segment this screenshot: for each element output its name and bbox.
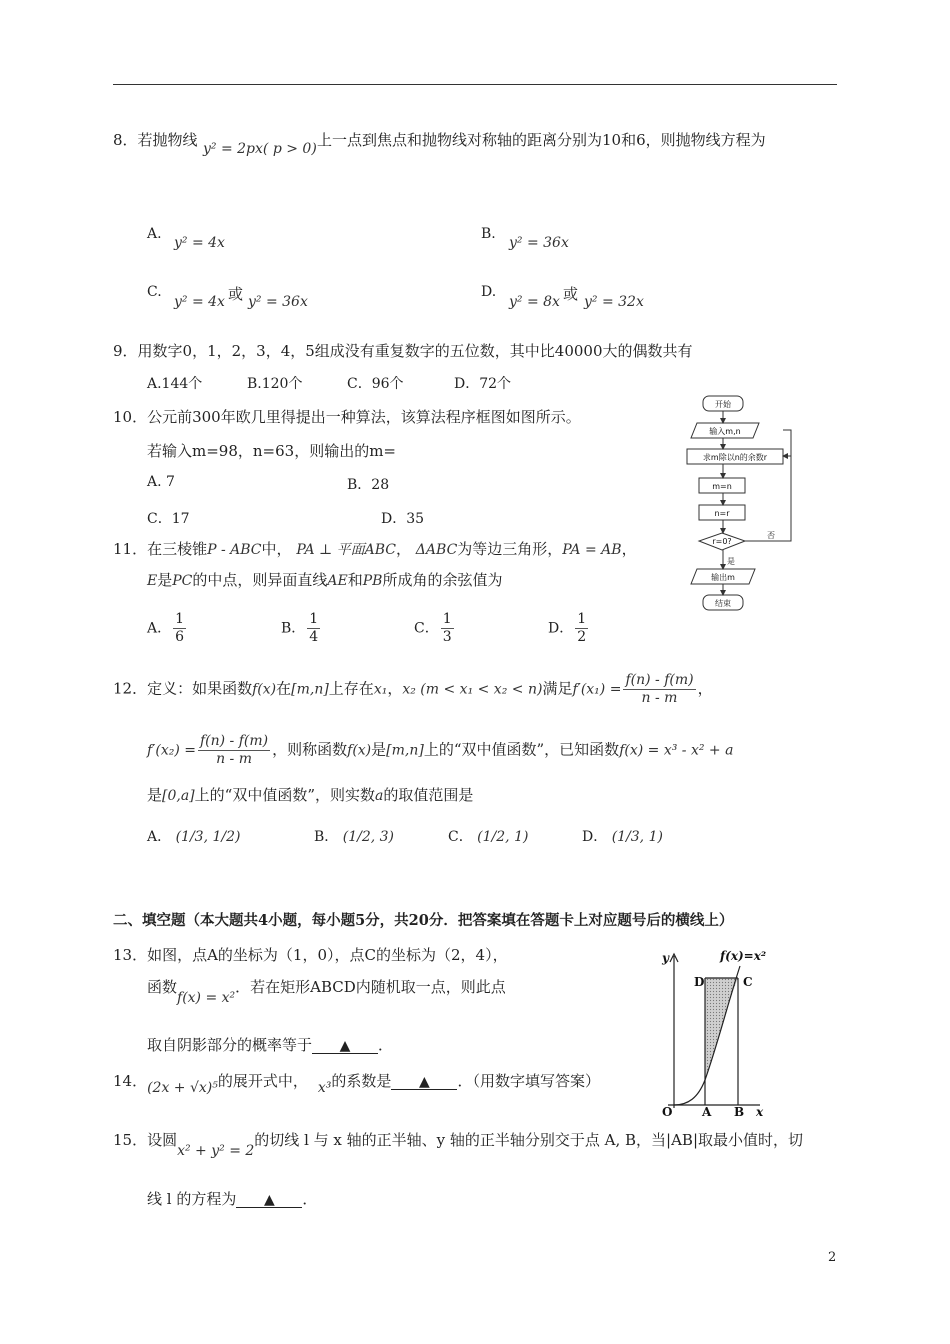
graph-point-a: A: [702, 1105, 712, 1119]
q11-line-2: [147, 569, 503, 590]
q9-option-b: B.120个: [247, 376, 303, 392]
q12-option-label: C．: [448, 829, 473, 845]
q11-math: PB: [362, 573, 383, 589]
q11-option-c-fraction: [441, 611, 454, 646]
q12-math: [m,n]: [386, 742, 424, 759]
graph-point-b: B: [734, 1105, 745, 1119]
numerator: f(n) - f(m): [625, 672, 694, 688]
q11-option-label: D．: [548, 620, 574, 637]
q12-text: 上的“双中值函数”，已知函数: [423, 740, 620, 759]
q12-text: 上存在: [328, 679, 374, 698]
q9-option-a: A.144个: [147, 376, 203, 392]
q12-line-3: [147, 784, 473, 805]
q11-math: E: [147, 573, 158, 589]
q15-text: 15．设圆: [113, 1131, 178, 1149]
q8-option-c-label: C.: [147, 284, 162, 300]
q15-answer-blank: ▲: [236, 1193, 302, 1208]
q12-option-value: (1/2, 1): [477, 829, 529, 845]
q12-math: x₂ (m < x₁ < x₂ < n): [402, 681, 543, 698]
q10-stem-1: 10．公元前300年欧几里得提出一种算法，该算法程序框图如图所示。: [113, 408, 581, 426]
q8-tail: 上一点到焦点和抛物线对称轴的距离分别为10和6，则抛物线方程为: [317, 131, 766, 149]
denominator: n - m: [641, 690, 678, 706]
q12-text: ，: [697, 679, 713, 698]
q14-line: [113, 1070, 600, 1096]
q12-fraction-2: [198, 733, 270, 768]
q12-option-value: (1/3, 1/2): [175, 829, 241, 845]
q12-text: 上的“双中值函数”，则实数: [194, 786, 375, 804]
q12-math: [m,n]: [291, 681, 329, 698]
q12-math: x₁: [373, 681, 388, 698]
q12-option-b: [314, 826, 394, 846]
q13-text: ．若在矩形ABCD内随机取一点，则此点: [235, 978, 506, 996]
q12-text: 在: [276, 679, 292, 698]
q12-option-a: [147, 826, 240, 846]
q13-line-1: 13．如图，点A的坐标为（1，0），点C的坐标为（2，4），: [113, 946, 508, 964]
q11-option-c: [414, 611, 456, 646]
q12-math: f(x): [252, 681, 277, 698]
q11-math: AE: [327, 573, 348, 589]
q10-option-b: B．28: [347, 477, 390, 493]
q8-option-d-or: 或: [563, 285, 579, 303]
q8-option-a: y² = 4x: [174, 235, 225, 251]
q10-option-a: A. 7: [147, 474, 175, 490]
flow-input: 输入m,n: [709, 427, 741, 436]
q8-option-d-label: D.: [481, 284, 497, 300]
q10-stem-2: 若输入m=98，n=63，则输出的m=: [147, 442, 396, 460]
q13-text: 取自阴影部分的概率等于: [147, 1036, 313, 1054]
q13-text: ．: [378, 1036, 394, 1054]
flow-yes-label: 是: [727, 557, 735, 566]
q11-option-d: [548, 611, 590, 646]
q11-option-d-fraction: [575, 611, 588, 646]
q8-stem: [113, 129, 198, 150]
graph-point-d: D: [694, 975, 705, 989]
q9-option-d: D．72个: [454, 376, 512, 392]
q12-text: 是: [371, 740, 387, 759]
q10-option-d: D．35: [381, 511, 425, 527]
q12-math: f′(x₂) =: [147, 742, 196, 759]
q15-text: 线 l 的方程为: [147, 1190, 237, 1208]
q11-text: 是: [157, 571, 173, 589]
graph-x-axis-label: x: [756, 1105, 764, 1119]
numerator: 1: [442, 611, 452, 627]
flow-assign-m: m=n: [712, 482, 732, 491]
q11-text: 中，: [261, 540, 292, 558]
q11-text: 11．在三棱锥: [113, 540, 208, 558]
q12-option-d: [582, 826, 663, 846]
flow-no-label: 否: [767, 531, 775, 540]
q15-text: 的切线 l 与 x 轴的正半轴、y 轴的正半轴分别交于点 A, B，当|AB|取最小值时，切: [254, 1131, 803, 1149]
q14-text: ．（用数字填写答案）: [457, 1072, 600, 1090]
section-2-heading: 二、填空题（本大题共4小题，每小题5分，共20分．把答案填在答题卡上对应题号后的横线上）: [113, 912, 734, 929]
q12-text: 12．定义：如果函数: [113, 679, 253, 698]
q12-fraction-1: [623, 672, 695, 707]
flow-remainder: 求m除以n的余数r: [702, 453, 768, 462]
q8-option-c1: y² = 4x: [174, 294, 225, 310]
numerator: 1: [309, 611, 319, 627]
q12-option-label: A．: [147, 829, 172, 845]
q9-stem: 9．用数字0，1，2，3，4，5组成没有重复数字的五位数，其中比40000大的偶数共有: [113, 342, 693, 360]
q11-option-b: [281, 611, 322, 646]
q13-answer-blank: ▲: [312, 1039, 378, 1054]
q8-option-c2: y² = 36x: [248, 294, 308, 310]
q11-text: 所成角的余弦值为: [382, 571, 503, 589]
denominator: 6: [175, 629, 185, 645]
q12-text: 是: [147, 786, 163, 804]
q11-text: ，: [621, 540, 637, 558]
flow-assign-n: n=r: [714, 509, 730, 518]
q14-answer-blank: ▲: [391, 1075, 457, 1090]
q14-text: 的系数是: [331, 1072, 392, 1090]
denominator: 4: [309, 629, 319, 645]
q10-option-c: C．17: [147, 511, 190, 527]
q15-text: ．: [302, 1190, 318, 1208]
q12-math: [0,a]: [162, 788, 195, 804]
q8-option-d1: y² = 8x: [509, 294, 560, 310]
graph-y-axis-label: y: [662, 951, 669, 965]
algorithm-flowchart: [685, 394, 800, 618]
flow-start: 开始: [715, 400, 731, 409]
q11-text: 和: [347, 571, 363, 589]
q11-text: 的中点，则异面直线: [192, 571, 328, 589]
q12-option-label: D．: [582, 829, 608, 845]
q8-option-b: y² = 36x: [509, 235, 569, 251]
q11-text: 为等边三角形，: [457, 540, 563, 558]
q9-option-c: C．96个: [347, 376, 404, 392]
q12-text: 的取值范围是: [383, 786, 474, 804]
q11-line-1: [113, 538, 637, 559]
q12-text: 满足: [542, 679, 573, 698]
q8-option-d2: y² = 32x: [584, 294, 644, 310]
q11-math: ΔABC: [415, 542, 458, 558]
q13-line-2: [147, 976, 506, 1006]
denominator: 2: [577, 629, 587, 645]
q11-math: PC: [172, 573, 193, 589]
q11-option-label: C．: [414, 620, 439, 637]
denominator: 3: [442, 629, 452, 645]
q15-line-1: [113, 1129, 803, 1159]
q12-line-2: [147, 733, 733, 768]
q14-text: 14．: [113, 1072, 148, 1090]
header-rule: [113, 84, 837, 85]
q12-text: ，: [387, 679, 403, 698]
q12-line-1: [113, 672, 713, 707]
q8-option-b-label: B.: [481, 226, 496, 242]
denominator: n - m: [216, 751, 253, 767]
q14-text: 的展开式中，: [217, 1072, 308, 1090]
flow-end: 结束: [715, 599, 731, 608]
parabola-graph: [658, 948, 840, 1120]
q12-text: ，则称函数: [272, 740, 348, 759]
q11-text: ，: [396, 540, 412, 558]
q8-formula: y² = 2px( p > 0): [203, 141, 317, 157]
q13-text: 函数: [147, 978, 178, 996]
flow-output: 输出m: [711, 573, 735, 582]
q12-math: a: [375, 788, 384, 804]
q12-math: f(x) = x³ - x² + a: [619, 742, 734, 759]
q11-option-a: [147, 611, 188, 646]
q12-option-value: (1/3, 1): [611, 829, 663, 845]
q11-math: P - ABC: [207, 542, 262, 558]
q15-math: x² + y² = 2: [177, 1143, 255, 1159]
q8-option-a-label: A.: [147, 226, 162, 242]
numerator: f(n) - f(m): [199, 733, 269, 749]
numerator: 1: [577, 611, 587, 627]
q11-math: PA = AB: [562, 542, 622, 558]
q15-line-2: [147, 1188, 317, 1209]
graph-origin-label: O: [662, 1105, 673, 1119]
q8-text: 8．若抛物线: [113, 131, 198, 149]
q11-math: PA ⊥ 平面ABC: [296, 542, 396, 558]
graph-point-c: C: [743, 975, 753, 989]
q14-math: x³: [317, 1080, 332, 1096]
q13-math: f(x) = x²: [177, 990, 236, 1006]
q12-math: f(x): [347, 742, 372, 759]
q12-math: f′(x₁) =: [572, 681, 622, 698]
q11-option-label: B．: [281, 620, 306, 637]
q11-option-a-fraction: [173, 611, 186, 646]
q12-option-value: (1/2, 3): [342, 829, 395, 845]
graph-function-label: f(x)=x²: [720, 949, 767, 963]
page-number: 2: [828, 1250, 837, 1265]
q8-option-c-or: 或: [228, 285, 244, 303]
q12-option-c: [448, 826, 528, 846]
q13-line-3: [147, 1034, 393, 1055]
q12-option-label: B．: [314, 829, 339, 845]
q14-math: (2x + √x)⁵: [147, 1080, 218, 1096]
q11-option-label: A．: [147, 620, 172, 637]
q11-option-b-fraction: [307, 611, 320, 646]
flow-condition: r=0?: [712, 537, 732, 546]
numerator: 1: [175, 611, 185, 627]
